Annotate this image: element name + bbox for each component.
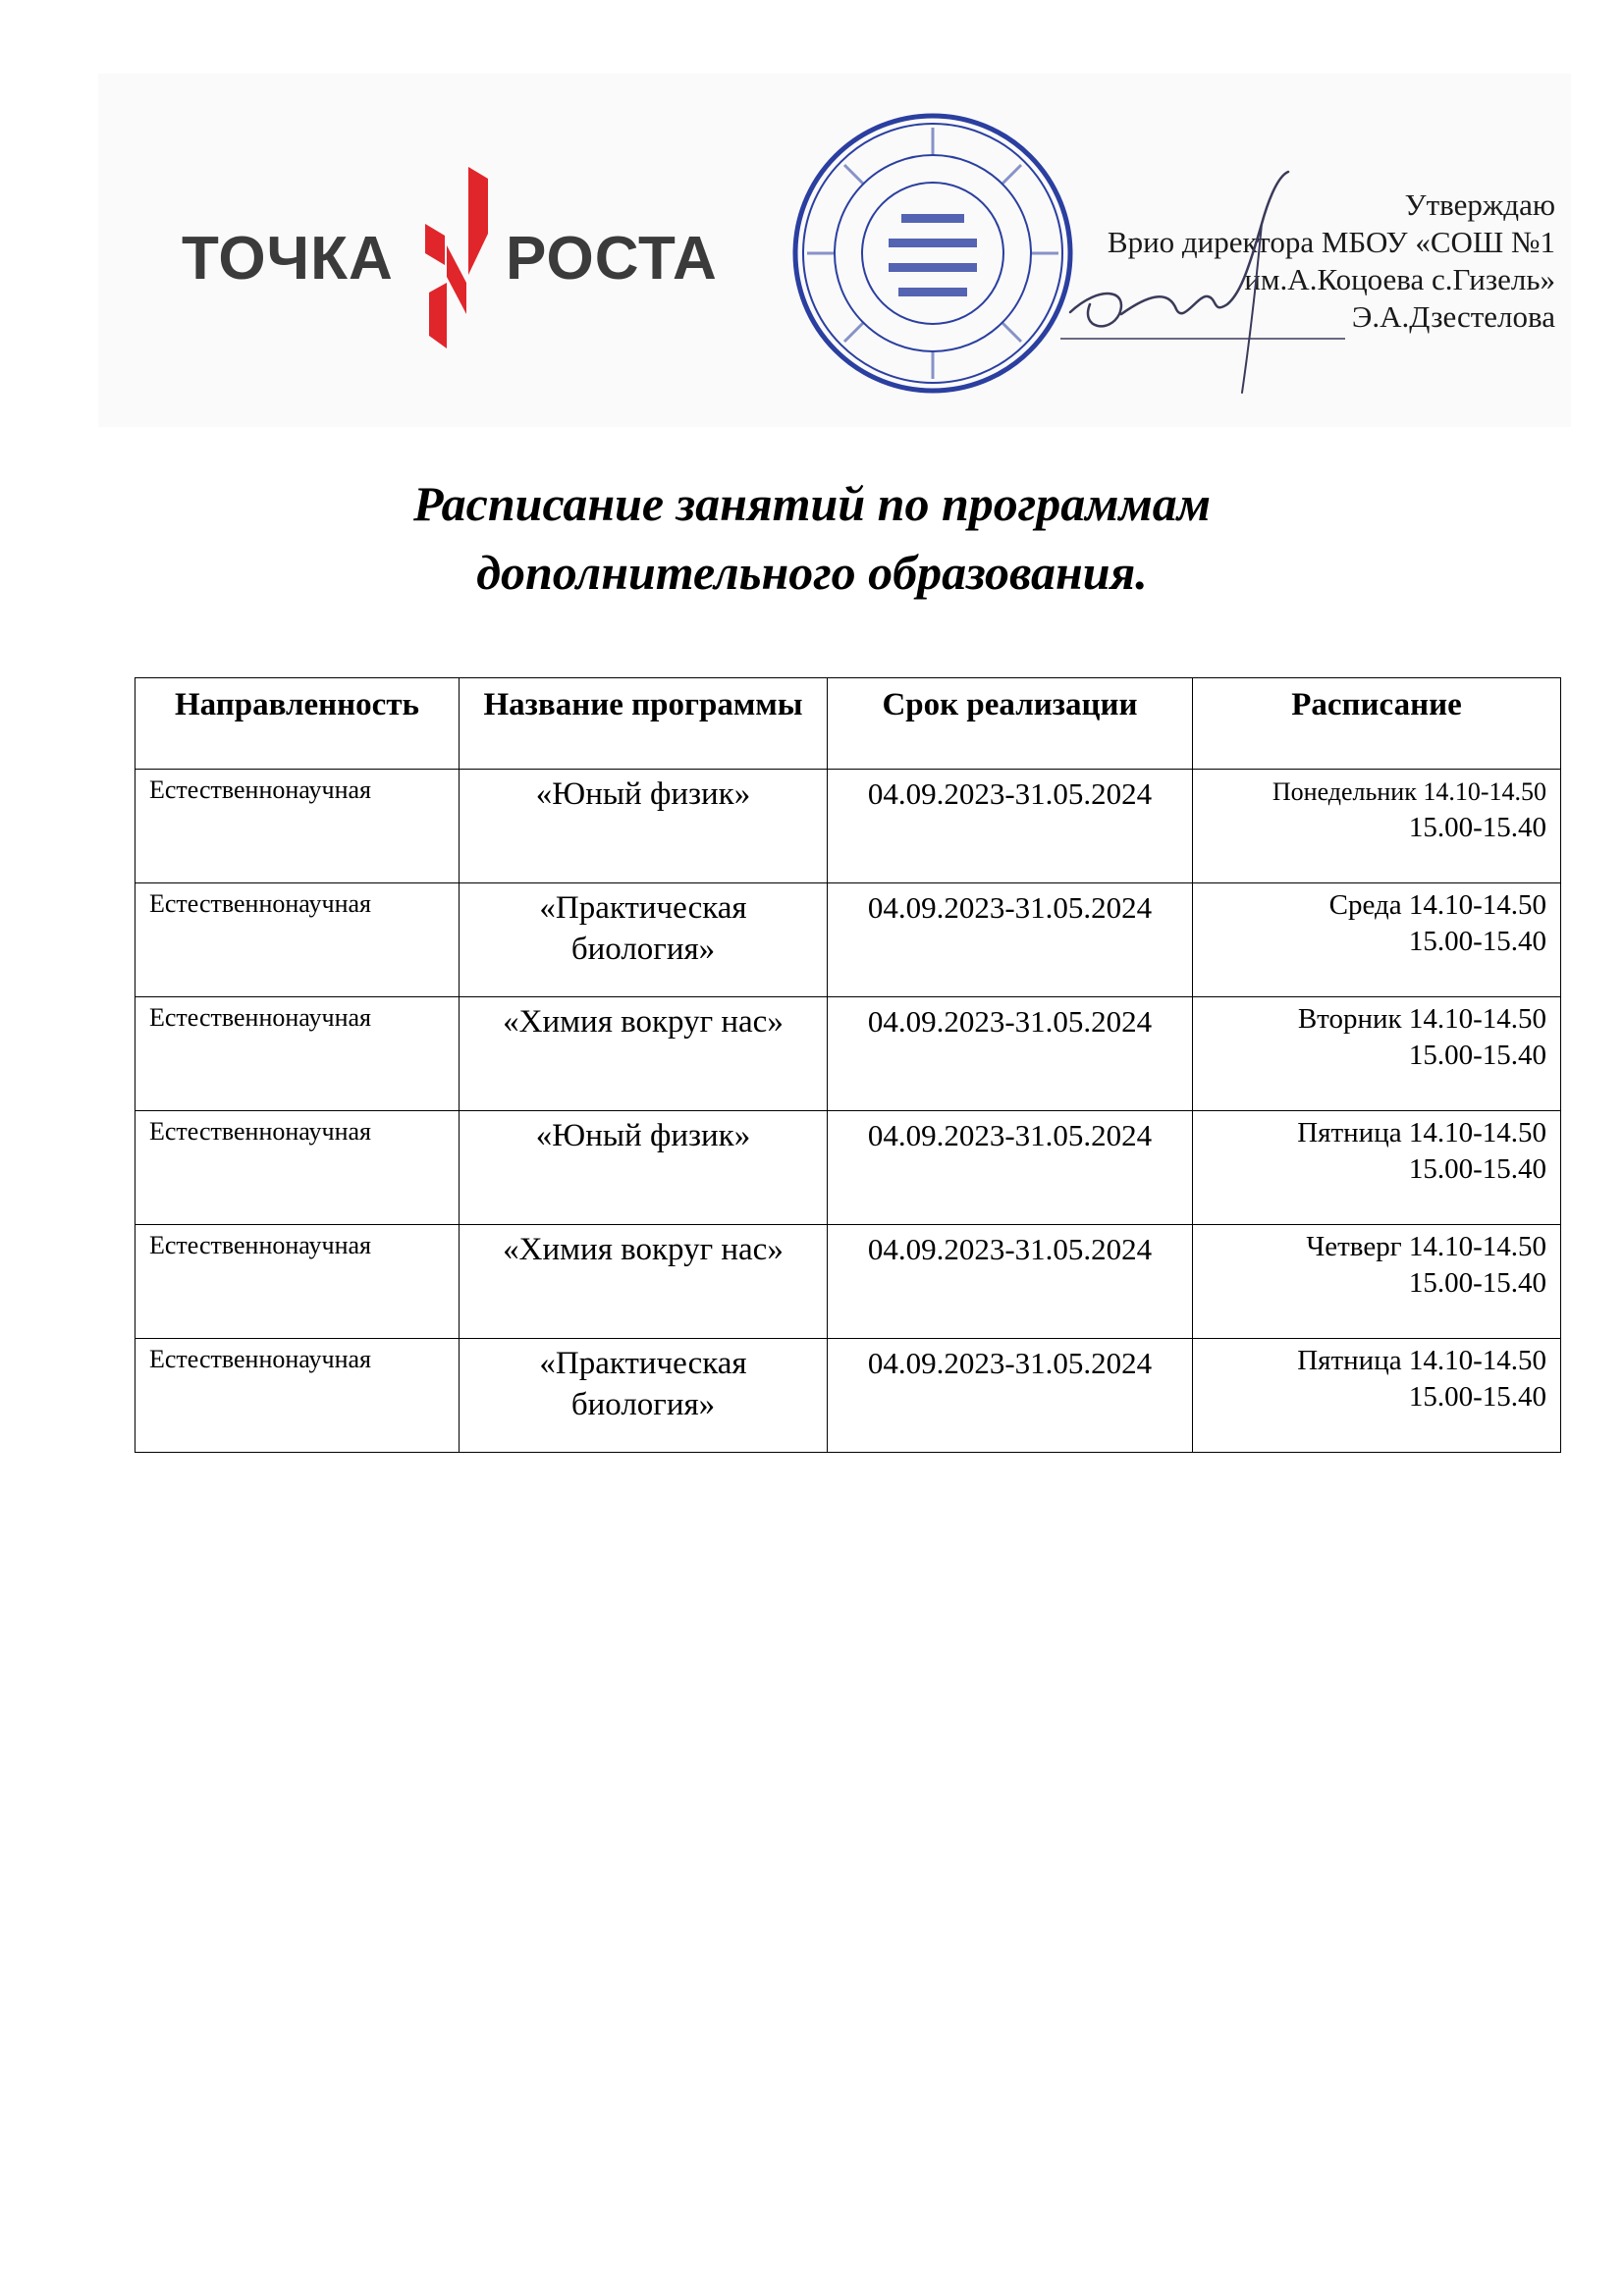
- cell-schedule: [1193, 1225, 1561, 1339]
- logo-right-text: РОСТА: [506, 225, 718, 293]
- table-row: [135, 770, 1561, 883]
- table-row: [135, 997, 1561, 1111]
- logo-mark-icon: [417, 167, 496, 348]
- cell-program: «Юный физик»: [460, 770, 828, 883]
- header-term: Срок реализации: [828, 678, 1193, 770]
- cell-direction: Естественнонаучная: [135, 1111, 460, 1225]
- cell-term: 04.09.2023-31.05.2024: [828, 883, 1193, 997]
- cell-schedule: [1193, 1339, 1561, 1453]
- schedule-time: 15.00-15.40: [1408, 1153, 1546, 1185]
- table-row: [135, 1225, 1561, 1339]
- page-title: [0, 469, 1624, 607]
- cell-program: «Практическая биология»: [460, 883, 828, 997]
- cell-direction: Естественнонаучная: [135, 997, 460, 1111]
- cell-direction: Естественнонаучная: [135, 1225, 460, 1339]
- header-schedule: Расписание: [1193, 678, 1561, 770]
- tochka-rosta-logo: [182, 167, 731, 348]
- schedule-time: 15.00-15.40: [1408, 1381, 1546, 1413]
- cell-direction: Естественнонаучная: [135, 883, 460, 997]
- cell-direction: Естественнонаучная: [135, 1339, 460, 1453]
- schedule-day: Четверг 14.10-14.50: [1306, 1231, 1546, 1262]
- cell-schedule: [1193, 997, 1561, 1111]
- cell-term: 04.09.2023-31.05.2024: [828, 997, 1193, 1111]
- cell-program: «Юный физик»: [460, 1111, 828, 1225]
- schedule-time: 15.00-15.40: [1408, 812, 1546, 843]
- schedule-day: Вторник 14.10-14.50: [1297, 1003, 1546, 1035]
- schedule-day: Пятница 14.10-14.50: [1297, 1345, 1546, 1376]
- cell-term: 04.09.2023-31.05.2024: [828, 1111, 1193, 1225]
- cell-schedule: [1193, 1111, 1561, 1225]
- cell-schedule: [1193, 770, 1561, 883]
- cell-program: «Химия вокруг нас»: [460, 1225, 828, 1339]
- cell-term: 04.09.2023-31.05.2024: [828, 1225, 1193, 1339]
- cell-program: «Практическая биология»: [460, 1339, 828, 1453]
- cell-schedule: [1193, 883, 1561, 997]
- director-signature: [1060, 167, 1345, 402]
- table-row: [135, 1111, 1561, 1225]
- header-program: Название программы: [460, 678, 828, 770]
- schedule-table: [135, 677, 1561, 1453]
- table-row: [135, 883, 1561, 997]
- schedule-time: 15.00-15.40: [1408, 926, 1546, 957]
- cell-direction: Естественнонаучная: [135, 770, 460, 883]
- title-line-1: Расписание занятий по программам: [413, 476, 1211, 531]
- approval-line-2: Врио директора МБОУ «СОШ №1: [1107, 225, 1555, 259]
- cell-term: 04.09.2023-31.05.2024: [828, 1339, 1193, 1453]
- table-row: [135, 1339, 1561, 1453]
- schedule-time: 15.00-15.40: [1408, 1267, 1546, 1299]
- cell-term: 04.09.2023-31.05.2024: [828, 770, 1193, 883]
- table-header-row: [135, 678, 1561, 770]
- approval-line-3: им.А.Коцоева с.Гизель»: [1244, 262, 1555, 296]
- title-line-2: дополнительного образования.: [476, 545, 1148, 600]
- schedule-day: Понедельник 14.10-14.50: [1272, 777, 1546, 806]
- school-stamp-icon: [785, 106, 1080, 400]
- approval-line-1: Утверждаю: [1404, 187, 1555, 222]
- schedule-time: 15.00-15.40: [1408, 1040, 1546, 1071]
- schedule-day: Среда 14.10-14.50: [1328, 889, 1546, 921]
- header-direction: Направленность: [135, 678, 460, 770]
- logo-left-text: ТОЧКА: [182, 225, 394, 293]
- cell-program: «Химия вокруг нас»: [460, 997, 828, 1111]
- schedule-day: Пятница 14.10-14.50: [1297, 1117, 1546, 1148]
- approval-line-4: Э.А.Дзестелова: [1351, 299, 1555, 334]
